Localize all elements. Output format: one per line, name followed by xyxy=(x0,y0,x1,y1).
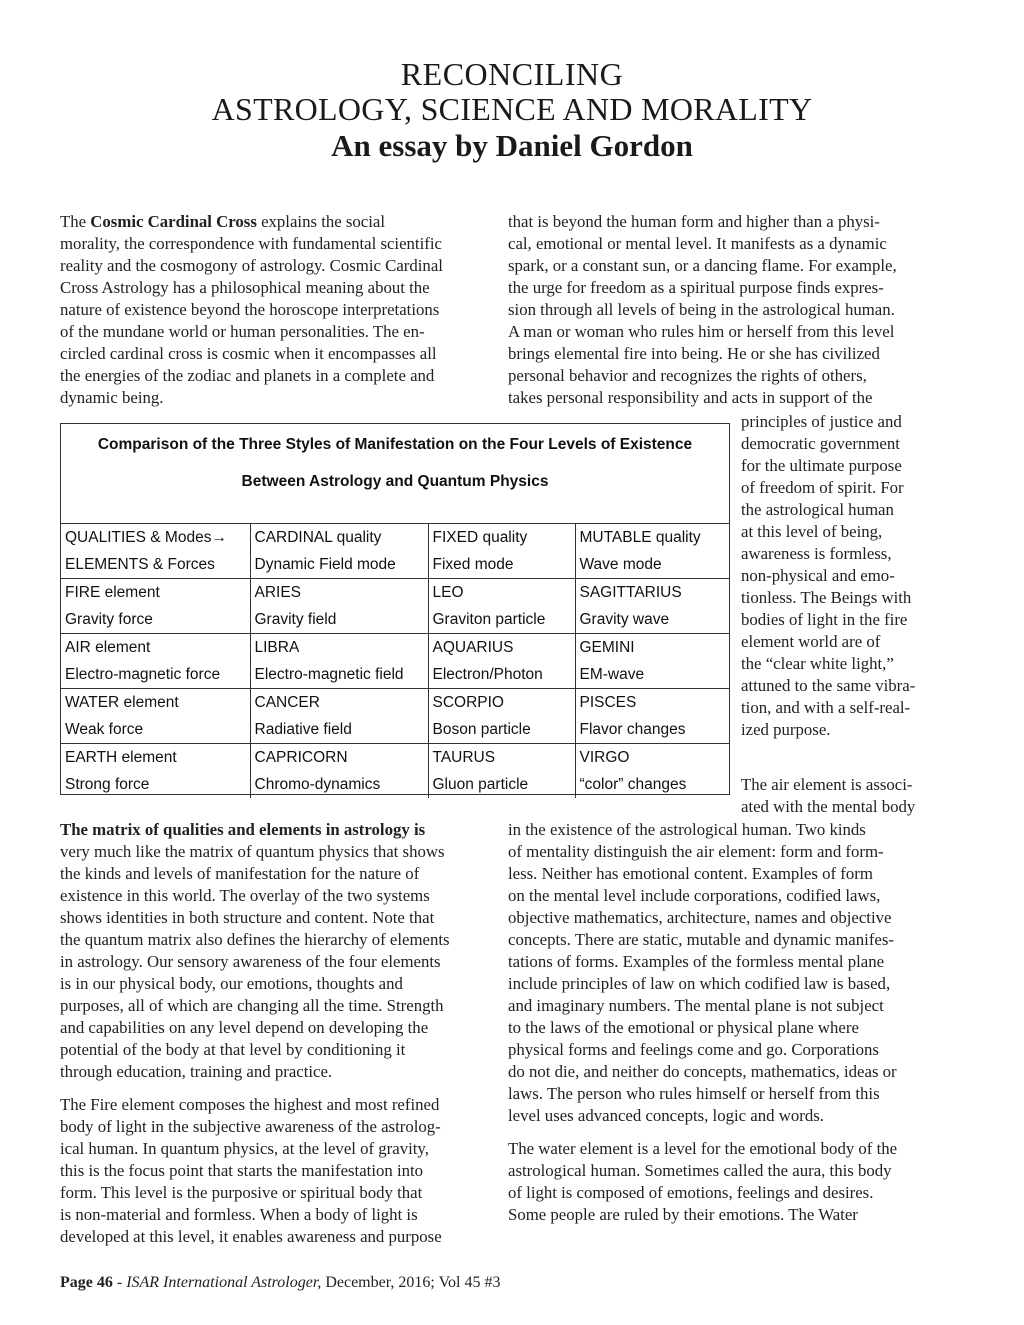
text-line: of the mundane world or human personalities. The en- xyxy=(60,322,425,341)
table-cell: LEO xyxy=(428,579,575,607)
text-line: of mentality distinguish the air element: form and form- xyxy=(508,842,884,861)
matrix-paragraph xyxy=(60,819,450,1083)
page-footer xyxy=(60,1274,501,1292)
text-line: the energies of the zodiac and planets in a complete and xyxy=(60,366,435,385)
table-cell: Fixed mode xyxy=(428,551,575,579)
text-line: the quantum matrix also defines the hierarchy of elements xyxy=(60,930,450,949)
table-cell: Electron/Photon xyxy=(428,661,575,689)
text-line: less. Neither has emotional content. Examples of form xyxy=(508,864,873,883)
text-line: purposes, all of which are changing all the time. Strength xyxy=(60,996,444,1015)
table-cell: Electro-magnetic force xyxy=(65,666,221,683)
table-grid xyxy=(61,523,729,798)
air-element-paragraph-start xyxy=(741,774,915,818)
comparison-table xyxy=(60,423,730,795)
text-line: tion, and with a self-real- xyxy=(741,698,911,717)
text-line: morality, the correspondence with fundamental scientific xyxy=(60,234,442,253)
text-line: of freedom of spirit. For xyxy=(741,478,904,497)
table-cell: PISCES xyxy=(575,689,729,717)
table-cell: Boson particle xyxy=(428,716,575,744)
text-line: dynamic being. xyxy=(60,388,164,407)
text-line: that is beyond the human form and higher than a physi- xyxy=(508,212,880,231)
text-line: through education, training and practice. xyxy=(60,1062,333,1081)
text-line: for the ultimate purpose xyxy=(741,456,902,475)
text-line: principles of justice and xyxy=(741,412,902,431)
text-line: non-physical and emo- xyxy=(741,566,895,585)
right-column-top-paragraph xyxy=(508,211,897,409)
text-line: democratic government xyxy=(741,434,900,453)
text-line: and capabilities on any level depend on developing the xyxy=(60,1018,429,1037)
subtitle-author: An essay by Daniel Gordon xyxy=(331,128,693,163)
table-cell: Dynamic Field mode xyxy=(250,551,428,579)
text-line: A man or woman who rules him or herself from this level xyxy=(508,322,895,341)
table-cell: WATER element xyxy=(61,689,250,717)
text-line: circled cardinal cross is cosmic when it encompasses all xyxy=(60,344,437,363)
table-cell: Radiative field xyxy=(250,716,428,744)
text-line: ized purpose. xyxy=(741,720,831,739)
table-cell: Electro-magnetic field xyxy=(250,661,428,689)
table-row xyxy=(61,524,729,552)
page-number: Page 46 xyxy=(60,1274,113,1291)
table-cell: QUALITIES & Modes→ xyxy=(61,524,250,552)
text-line: shows identities in both structure and content. Note that xyxy=(60,908,435,927)
table-cell: Graviton particle xyxy=(428,606,575,634)
text-line: cal, emotional or mental level. It manifests as a dynamic xyxy=(508,234,887,253)
text-line: brings elemental fire into being. He or she has civilized xyxy=(508,344,880,363)
magazine-name: ISAR International Astrologer, xyxy=(126,1274,322,1291)
table-row xyxy=(61,634,729,662)
text-line: astrological human. Sometimes called the aura, this body xyxy=(508,1161,892,1180)
text-line: in astrology. Our sensory awareness of the four elements xyxy=(60,952,441,971)
text-line: the astrological human xyxy=(741,500,894,519)
text-line: tionless. The Beings with xyxy=(741,588,912,607)
intro-lead-text: The xyxy=(60,212,91,231)
text-line: the kinds and levels of manifestation for the nature of xyxy=(60,864,420,883)
text-line: ated with the mental body xyxy=(741,797,916,816)
table-cell: SCORPIO xyxy=(428,689,575,717)
text-line: Some people are ruled by their emotions. The Water xyxy=(508,1205,858,1224)
table-cell: Weak force xyxy=(65,721,144,738)
text-line: objective mathematics, architecture, names and objective xyxy=(508,908,892,927)
text-line: body of light in the subjective awareness of the astrolog- xyxy=(60,1117,441,1136)
table-cell: Wave mode xyxy=(575,551,729,579)
text-line: on the mental level include corporations, codified laws, xyxy=(508,886,881,905)
table-cell: Gluon particle xyxy=(428,771,575,798)
table-row xyxy=(61,579,729,607)
table-row xyxy=(61,771,729,798)
text-line: very much like the matrix of quantum physics that shows xyxy=(60,842,445,861)
fire-element-paragraph xyxy=(60,1094,442,1248)
intro-bold-term: Cosmic Cardinal Cross xyxy=(90,212,257,231)
table-row xyxy=(61,689,729,717)
table-row xyxy=(61,716,729,744)
table-cell: CAPRICORN xyxy=(250,744,428,772)
text-line: existence in this world. The overlay of the two systems xyxy=(60,886,430,905)
text-line: Cross Astrology has a philosophical meaning about the xyxy=(60,278,430,297)
table-cell: ELEMENTS & Forces xyxy=(65,556,215,573)
table-cell: FIXED quality xyxy=(428,524,575,552)
table-title: Comparison of the Three Styles of Manifestation on the Four Levels of Existence xyxy=(97,436,693,453)
table-cell: EARTH element xyxy=(61,744,250,772)
text-line: bodies of light in the fire xyxy=(741,610,908,629)
table-cell: Flavor changes xyxy=(575,716,729,744)
table-cell: FIRE element xyxy=(61,579,250,607)
table-row xyxy=(61,661,729,689)
text-line: awareness is formless, xyxy=(741,544,892,563)
text-line: to the laws of the emotional or physical plane where xyxy=(508,1018,859,1037)
table-cell: Gravity wave xyxy=(575,606,729,634)
text-line: level uses advanced concepts, logic and words. xyxy=(508,1106,824,1125)
footer-separator: - xyxy=(112,1274,127,1291)
text-line: is non-material and formless. When a body of light is xyxy=(60,1205,418,1224)
table-subtitle: Between Astrology and Quantum Physics xyxy=(241,473,549,490)
intro-lead-rest: explains the social xyxy=(256,212,386,231)
intro-first-line xyxy=(60,211,443,233)
title-line-2: ASTROLOGY, SCIENCE AND MORALITY xyxy=(211,91,813,127)
table-cell: CARDINAL quality xyxy=(250,524,428,552)
table-row xyxy=(61,606,729,634)
title-line-1: RECONCILING xyxy=(400,56,624,92)
water-element-paragraph xyxy=(508,1138,897,1226)
table-cell: LIBRA xyxy=(250,634,428,662)
text-line: concepts. There are static, mutable and dynamic manifes- xyxy=(508,930,894,949)
text-line: do not die, and neither do concepts, mathematics, ideas or xyxy=(508,1062,897,1081)
text-line: element world are of xyxy=(741,632,881,651)
table-cell: MUTABLE quality xyxy=(575,524,729,552)
table-cell: EM-wave xyxy=(575,661,729,689)
matrix-lead-bold: The matrix of qualities and elements in astrology is xyxy=(60,820,426,839)
table-cell: CANCER xyxy=(250,689,428,717)
text-line: the urge for freedom as a spiritual purpose finds expres- xyxy=(508,278,884,297)
table-cell: TAURUS xyxy=(428,744,575,772)
table-cell: Strong force xyxy=(65,776,150,793)
table-cell: SAGITTARIUS xyxy=(575,579,729,607)
text-line: developed at this level, it enables awareness and purpose xyxy=(60,1227,442,1246)
issue-info: December, 2016; Vol 45 #3 xyxy=(321,1274,501,1291)
text-line: nature of existence beyond the horoscope interpretations xyxy=(60,300,440,319)
text-line: and imaginary numbers. The mental plane is not subject xyxy=(508,996,884,1015)
table-cell: Gravity field xyxy=(250,606,428,634)
air-element-paragraph xyxy=(508,819,897,1127)
text-line: physical forms and feelings come and go. Corporations xyxy=(508,1040,879,1059)
text-line: The Fire element composes the highest and most refined xyxy=(60,1095,440,1114)
table-cell: Gravity force xyxy=(65,611,153,628)
intro-paragraph xyxy=(60,211,443,409)
text-line: the “clear white light,” xyxy=(741,654,894,673)
text-line: ical human. In quantum physics, at the level of gravity, xyxy=(60,1139,429,1158)
table-cell: Chromo-dynamics xyxy=(250,771,428,798)
table-cell: GEMINI xyxy=(575,634,729,662)
table-cell: VIRGO xyxy=(575,744,729,772)
text-line: The air element is associ- xyxy=(741,775,913,794)
text-line: this is the focus point that starts the manifestation into xyxy=(60,1161,424,1180)
table-row xyxy=(61,551,729,579)
text-line: is in our physical body, our emotions, thoughts and xyxy=(60,974,403,993)
side-column-paragraph xyxy=(741,411,915,741)
text-line: sion through all levels of being in the astrological human. xyxy=(508,300,895,319)
text-line: form. This level is the purposive or spiritual body that xyxy=(60,1183,423,1202)
text-line: takes personal responsibility and acts in support of the xyxy=(508,388,873,407)
table-row xyxy=(61,744,729,772)
text-line: spark, or a constant sun, or a dancing flame. For example, xyxy=(508,256,897,275)
text-line: at this level of being, xyxy=(741,522,883,541)
text-line: of light is composed of emotions, feelings and desires. xyxy=(508,1183,874,1202)
text-line: in the existence of the astrological human. Two kinds xyxy=(508,820,866,839)
table-cell: AIR element xyxy=(61,634,250,662)
text-line: reality and the cosmogony of astrology. Cosmic Cardinal xyxy=(60,256,443,275)
table-cell: AQUARIUS xyxy=(428,634,575,662)
text-line: attuned to the same vibra- xyxy=(741,676,916,695)
text-line: include principles of law on which codified law is based, xyxy=(508,974,891,993)
text-line: The water element is a level for the emotional body of the xyxy=(508,1139,898,1158)
table-cell: ARIES xyxy=(250,579,428,607)
text-line: laws. The person who rules himself or herself from this xyxy=(508,1084,880,1103)
text-line: tations of forms. Examples of the formless mental plane xyxy=(508,952,885,971)
text-line: personal behavior and recognizes the rights of others, xyxy=(508,366,867,385)
table-cell: “color” changes xyxy=(575,771,729,798)
text-line: potential of the body at that level by conditioning it xyxy=(60,1040,406,1059)
